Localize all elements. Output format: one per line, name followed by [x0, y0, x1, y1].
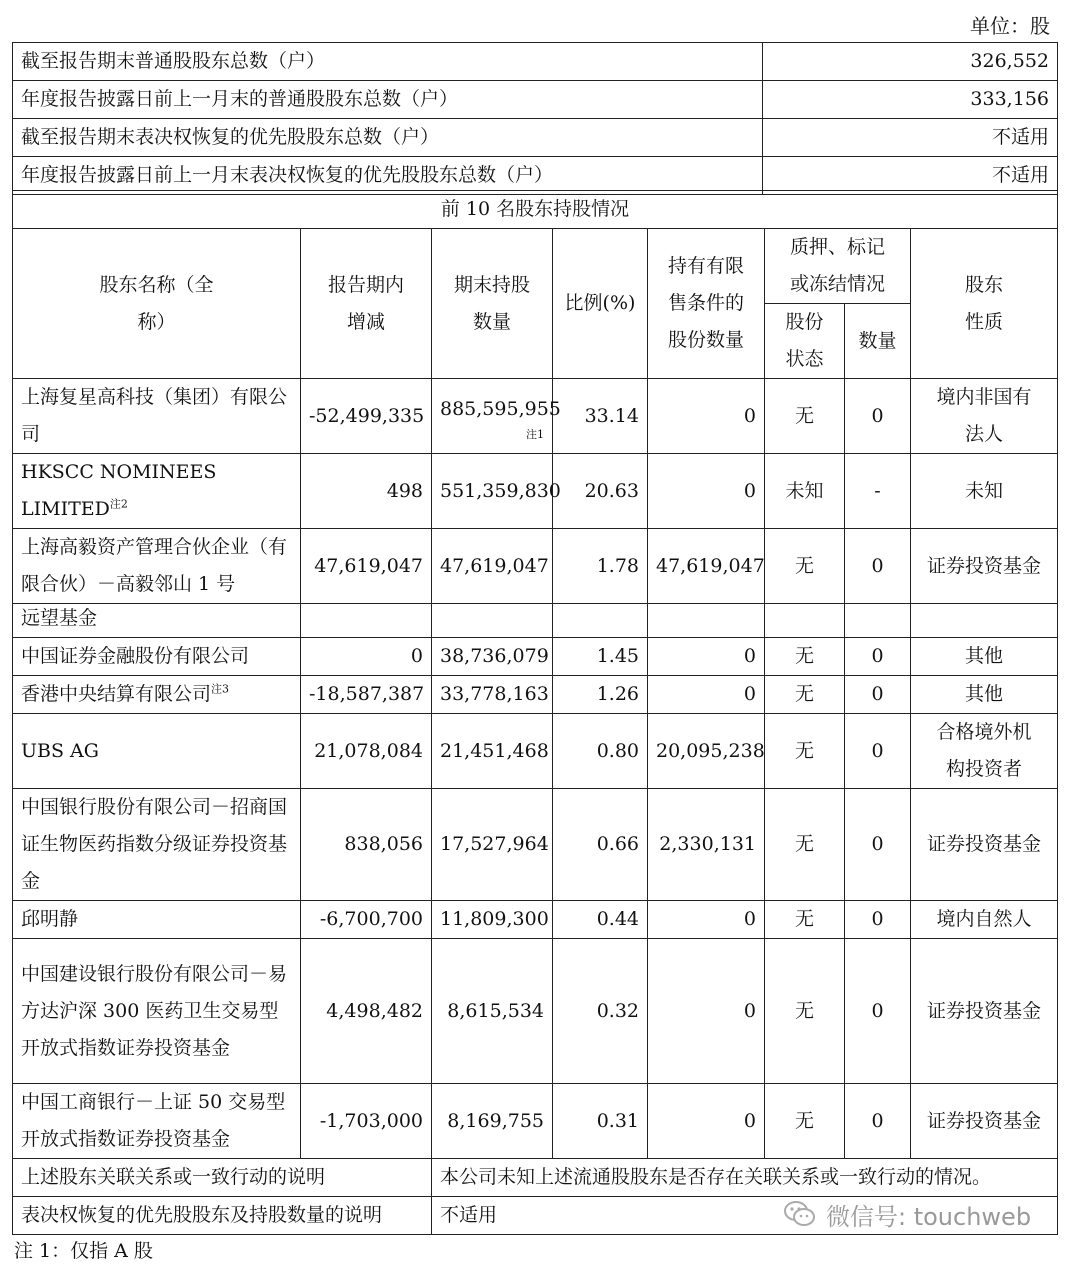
holder-shares: 17,527,964 — [432, 789, 553, 901]
footer-row — [13, 1159, 1058, 1197]
table-row — [13, 638, 1058, 676]
relation-note-value: 本公司未知上述流通股股东是否存在关联关系或一致行动的情况。 — [432, 1159, 1058, 1197]
section-title: 前 10 名股东持股情况 — [13, 191, 1058, 229]
holder-name: 中国建设银行股份有限公司－易方达沪深 300 医药卫生交易型开放式指数证券投资基金 — [13, 939, 301, 1084]
holder-status: 无 — [765, 379, 845, 454]
holder-shares: 551,359,830 — [432, 454, 553, 529]
holder-restricted: 0 — [648, 638, 765, 676]
holder-status: 无 — [765, 789, 845, 901]
holder-qty: 0 — [845, 676, 911, 714]
summary-label: 年度报告披露日前上一月末表决权恢复的优先股股东总数（户） — [13, 157, 763, 195]
holder-change: 498 — [301, 454, 432, 529]
holder-name: 香港中央结算有限公司$^{注3}$ — [13, 676, 301, 714]
holder-qty: 0 — [845, 1084, 911, 1159]
summary-label: 截至报告期末普通股股东总数（户） — [13, 43, 763, 81]
holder-name: 中国工商银行－上证 50 交易型开放式指数证券投资基金 — [13, 1084, 301, 1159]
holder-name: 中国银行股份有限公司－招商国证生物医药指数分级证券投资基金 — [13, 789, 301, 901]
holder-status: 无 — [765, 638, 845, 676]
header-ratio: 比例(%) — [553, 229, 648, 379]
holder-qty: 0 — [845, 638, 911, 676]
holder-nature: 其他 — [911, 638, 1058, 676]
preferred-note-label: 表决权恢复的优先股股东及持股数量的说明 — [13, 1197, 432, 1235]
holder-name: 邱明静 — [13, 901, 301, 939]
holder-name: HKSCC NOMINEES LIMITED$^{注2}$ — [13, 454, 301, 529]
holder-restricted: 20,095,238 — [648, 714, 765, 789]
header-qty: 数量 — [845, 304, 911, 379]
header-restricted: 持有有限售条件的股份数量 — [648, 229, 765, 379]
table-row — [13, 714, 1058, 789]
footnote-ref: 注1 — [526, 427, 544, 441]
holder-nature: 其他 — [911, 676, 1058, 714]
table-row — [13, 676, 1058, 714]
top10-holders-table-continued — [12, 600, 1058, 1235]
header-status: 股份状态 — [765, 304, 845, 379]
holder-restricted: 0 — [648, 454, 765, 529]
table-row — [13, 1084, 1058, 1159]
holder-ratio: 1.45 — [553, 638, 648, 676]
holder-shares: 47,619,047 — [432, 529, 553, 604]
summary-value: 333,156 — [763, 81, 1058, 119]
summary-table — [12, 42, 1058, 195]
holder-ratio: 0.32 — [553, 939, 648, 1084]
table-row — [13, 939, 1058, 1084]
summary-label: 截至报告期末表决权恢复的优先股股东总数（户） — [13, 119, 763, 157]
holder-status: 无 — [765, 529, 845, 604]
holder-qty: 0 — [845, 939, 911, 1084]
holder-qty: 0 — [845, 789, 911, 901]
header-pledge: 质押、标记或冻结情况 — [765, 229, 911, 304]
table-row — [13, 789, 1058, 901]
holder-status: 无 — [765, 676, 845, 714]
holder-change: 21,078,084 — [301, 714, 432, 789]
holder-qty: - — [845, 454, 911, 529]
relation-note-label: 上述股东关联关系或一致行动的说明 — [13, 1159, 432, 1197]
holder-shares: 885,595,955 注1 — [432, 379, 553, 454]
holder-change: 838,056 — [301, 789, 432, 901]
summary-row — [13, 81, 1058, 119]
holder-change: -1,703,000 — [301, 1084, 432, 1159]
holder-change: -6,700,700 — [301, 901, 432, 939]
holder-restricted: 0 — [648, 1084, 765, 1159]
holder-restricted: 0 — [648, 676, 765, 714]
holder-shares: 8,169,755 — [432, 1084, 553, 1159]
header-change: 报告期内增减 — [301, 229, 432, 379]
holder-name: 中国证券金融股份有限公司 — [13, 638, 301, 676]
holder-change: 47,619,047 — [301, 529, 432, 604]
holder-qty: 0 — [845, 529, 911, 604]
holder-ratio: 1.26 — [553, 676, 648, 714]
holder-nature: 证券投资基金 — [911, 939, 1058, 1084]
header-name: 股东名称（全称） — [13, 229, 301, 379]
summary-value: 326,552 — [763, 43, 1058, 81]
holder-change: 0 — [301, 638, 432, 676]
holder-shares: 38,736,079 — [432, 638, 553, 676]
holder-shares: 21,451,468 — [432, 714, 553, 789]
holder-restricted: 0 — [648, 379, 765, 454]
holder-name: UBS AG — [13, 714, 301, 789]
holder-change: -18,587,387 — [301, 676, 432, 714]
holder-status: 无 — [765, 1084, 845, 1159]
watermark — [782, 1196, 1031, 1232]
holder-status: 无 — [765, 714, 845, 789]
holder-nature: 证券投资基金 — [911, 529, 1058, 604]
preferred-note-value: 不适用 — [432, 1197, 1058, 1235]
holder-name-continued: 远望基金 — [13, 600, 301, 638]
header-nature: 股东性质 — [911, 229, 1058, 379]
table-row — [13, 529, 1058, 604]
footnote-text: 注 1：仅指 A 股 — [14, 1240, 153, 1262]
holder-qty: 0 — [845, 901, 911, 939]
holder-nature: 证券投资基金 — [911, 1084, 1058, 1159]
holder-nature: 证券投资基金 — [911, 789, 1058, 901]
holder-qty: 0 — [845, 379, 911, 454]
holder-restricted: 0 — [648, 901, 765, 939]
footnote-ref: 注3 — [211, 682, 230, 696]
holder-shares: 11,809,300 — [432, 901, 553, 939]
holder-ratio: 1.78 — [553, 529, 648, 604]
holder-status: 无 — [765, 939, 845, 1084]
top10-holders-table — [12, 190, 1058, 604]
holder-change: 4,498,482 — [301, 939, 432, 1084]
header-row — [13, 229, 1058, 304]
summary-label: 年度报告披露日前上一月末的普通股股东总数（户） — [13, 81, 763, 119]
holder-ratio: 0.80 — [553, 714, 648, 789]
holder-status: 未知 — [765, 454, 845, 529]
summary-row — [13, 119, 1058, 157]
header-end-shares: 期末持股数量 — [432, 229, 553, 379]
holder-name: 上海复星高科技（集团）有限公司 — [13, 379, 301, 454]
holder-nature: 境内自然人 — [911, 901, 1058, 939]
table-row — [13, 379, 1058, 454]
holder-ratio: 0.66 — [553, 789, 648, 901]
holder-ratio: 0.44 — [553, 901, 648, 939]
holder-restricted: 0 — [648, 939, 765, 1084]
holder-nature: 境内非国有法人 — [911, 379, 1058, 454]
holder-nature: 合格境外机构投资者 — [911, 714, 1058, 789]
holder-ratio: 33.14 — [553, 379, 648, 454]
holder-shares: 33,778,163 — [432, 676, 553, 714]
table-row — [13, 454, 1058, 529]
holder-name: 上海高毅资产管理合伙企业（有限合伙）－高毅邻山 1 号 — [13, 529, 301, 604]
summary-row — [13, 43, 1058, 81]
table-row — [13, 600, 1058, 638]
summary-value: 不适用 — [763, 119, 1058, 157]
summary-value: 不适用 — [763, 157, 1058, 195]
wechat-icon — [782, 1196, 818, 1232]
holder-ratio: 20.63 — [553, 454, 648, 529]
unit-label: 单位：股 — [970, 14, 1050, 38]
holder-restricted: 2,330,131 — [648, 789, 765, 901]
holder-change: -52,499,335 — [301, 379, 432, 454]
holder-status: 无 — [765, 901, 845, 939]
table-row — [13, 901, 1058, 939]
holder-shares: 8,615,534 — [432, 939, 553, 1084]
holder-nature: 未知 — [911, 454, 1058, 529]
holder-qty: 0 — [845, 714, 911, 789]
holder-restricted: 47,619,047 — [648, 529, 765, 604]
watermark-text: 微信号: touchweb — [826, 1202, 1032, 1231]
holder-ratio: 0.31 — [553, 1084, 648, 1159]
summary-row — [13, 157, 1058, 195]
footnote-ref: 注2 — [109, 497, 128, 511]
